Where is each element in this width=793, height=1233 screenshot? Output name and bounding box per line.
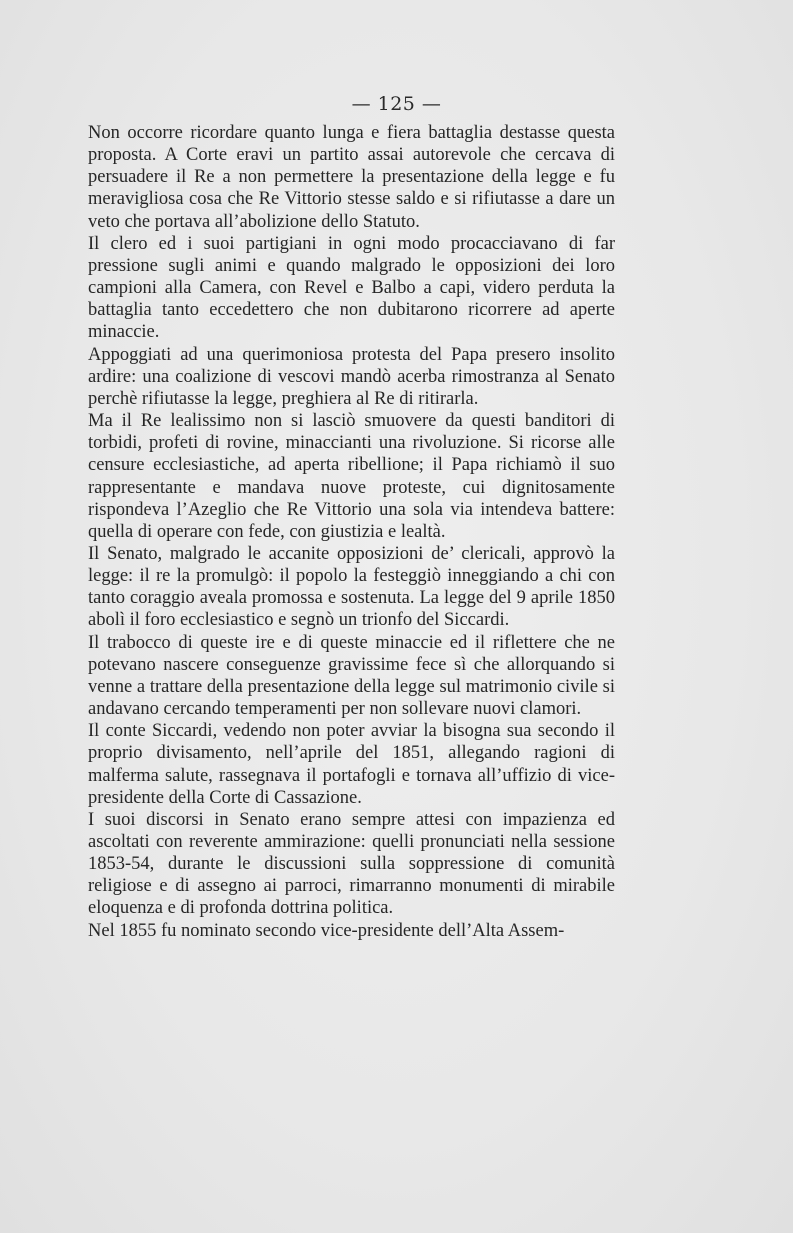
paragraph-1: Non occorre ricordare quanto lunga e fiera battaglia destasse questa proposta. A Corte eravi un partito assai autorevole che cercava di persuadere il Re a non permettere la presentazione della legge e fu meravigliosa cosa che Re Vittorio stesse saldo e si rifiutasse a dare un veto che portava all’abolizione dello Statuto. [88,123,615,232]
paragraph-5: Il Senato, malgrado le accanite opposizioni de’ clericali, approvò la legge: il re la promulgò: il popolo la festeggiò inneggiando a chi con tanto coraggio aveala promossa e sostenuta. La legge del 9 aprile 1850 abolì il foro ecclesiastico e segnò un trionfo del Siccardi. [88,543,615,631]
paragraph-9: Nel 1855 fu nominato secondo vice-presidente dell’Alta Assem- [88,920,565,941]
paragraph-3: Appoggiati ad una querimoniosa protesta del Papa presero insolito ardire: una coalizione di vescovi mandò acerba rimostranza al Senato perchè rifiutasse la legge, preghiera al Re di ritirarla. [88,344,615,409]
page-number: — 125 — [351,93,442,115]
paragraph-7: Il conte Siccardi, vedendo non poter avviar la bisogna sua secondo il proprio divisamento, nell’aprile del 1851, allegando ragioni di malferma salute, rassegnava il portafogli e tornava all’uffizio di vice-presidente della Corte di Cassazione. [88,721,615,808]
paragraph-6: Il trabocco di queste ire e di queste minaccie ed il riflettere che ne potevano nascere conseguenze gravissime fece sì che allorquando si venne a trattare della presentazione della legge sul matrimonio civile si andavano cercando temperamenti per non sollevare nuovi clamori. [88,632,615,720]
paragraph-8: I suoi discorsi in Senato erano sempre attesi con impazienza ed ascoltati con reverente ammirazione: quelli pronunciati nella sessione 1853-54, durante le discussioni sulla soppressione di comunità religiose e di assegno ai parroci, rimarranno monumenti di mirabile eloquenza e di profonda dottrina politica. [88,809,615,919]
paragraph-2: Il clero ed i suoi partigiani in ogni modo procacciavano di far pressione sugli animi e quando malgrado le opposizioni dei loro campioni alla Camera, con Revel e Balbo a capi, videro perduta la battaglia tanto eccedettero che non dubitarono ricorrere ad aperte minaccie. [88,233,615,343]
paragraph-4: Ma il Re lealissimo non si lasciò smuovere da questi banditori di torbidi, profeti di rovine, minaccianti una rivoluzione. Si ricorse alle censure ecclesiastiche, ad aperta ribellione; il Papa richiamò il suo rappresentante e mandava nuove proteste, cui dignitosamente rispondeva l’Azeglio che Re Vittorio una sola via intendeva battere: quella di operare con fede, con giustizia e lealtà. [88,411,615,542]
body-text [88,122,615,942]
